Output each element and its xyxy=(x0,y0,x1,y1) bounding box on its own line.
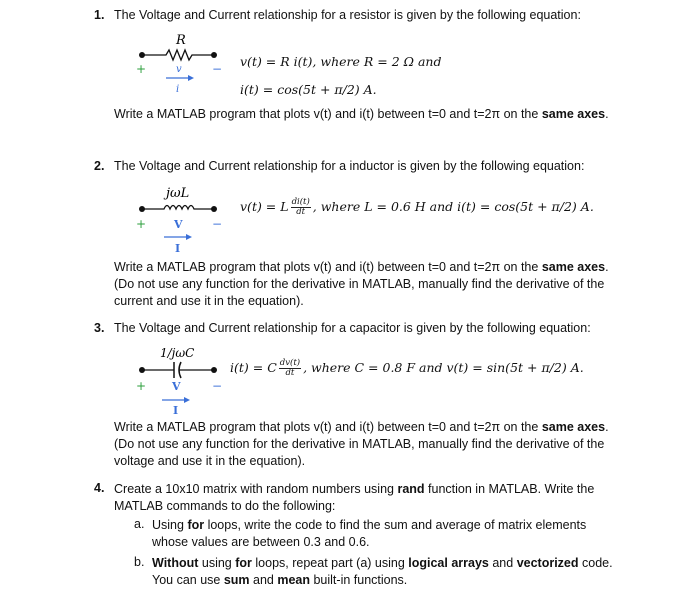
q4b-label: b. xyxy=(134,555,145,569)
q3-fraction-denominator: dt xyxy=(285,368,295,378)
inductor-label: jωL xyxy=(166,186,190,201)
voltage-label: V xyxy=(174,218,183,231)
q1-equation-current: i(t) = cos(5t + π/2) A. xyxy=(240,82,377,97)
inductor-circuit-diagram xyxy=(128,184,228,254)
q1-equation-voltage: v(t) = R i(t), where R = 2 Ω and xyxy=(240,54,442,69)
voltage-label: V xyxy=(172,380,181,393)
capacitor-circuit-diagram xyxy=(128,344,228,416)
plus-sign: + xyxy=(136,62,147,76)
q4b-bold-without: Without xyxy=(152,556,199,570)
resistor-label: R xyxy=(176,33,186,48)
q3-task-line2: (Do not use any function for the derivative in MATLAB, manually find the derivative of the xyxy=(114,437,605,451)
q4-intro xyxy=(114,481,594,515)
q3-equation-lhs: i(t) = C xyxy=(230,360,277,375)
current-arrow-head xyxy=(188,75,194,81)
q3-task-line1: Write a MATLAB program that plots v(t) and i(t) between t=0 and t=2π on the xyxy=(114,420,542,434)
q3-equation-rhs: , where C = 0.8 F and v(t) = sin(5t + π/2) A. xyxy=(303,360,584,375)
q2-heading: The Voltage and Current relationship for a inductor is given by the following equation: xyxy=(114,159,585,173)
q4-line2: MATLAB commands to do the following: xyxy=(114,499,336,513)
voltage-label: v xyxy=(176,64,182,75)
q3-fraction-numerator: dv(t) xyxy=(279,358,301,368)
q1-number: 1. xyxy=(94,8,105,22)
q4b-bold-sum: sum xyxy=(223,573,250,587)
q4b-text-and: and xyxy=(488,556,517,570)
q2-task-line2: (Do not use any function for the derivative in MATLAB, manually find the derivative of the xyxy=(114,277,605,291)
q2-task-bold: same axes xyxy=(541,260,606,274)
q2-task-line1: Write a MATLAB program that plots v(t) and i(t) between t=0 and t=2π on the xyxy=(114,260,542,274)
current-label: i xyxy=(176,84,180,94)
q3-equation xyxy=(230,359,584,378)
minus-sign: − xyxy=(212,379,223,393)
q3-task-line3: voltage and use it in the equation). xyxy=(114,454,306,468)
q4b-line2: You can use xyxy=(152,573,224,587)
capacitor-label: 1/jωC xyxy=(160,346,195,360)
q4a-line1: Using xyxy=(152,518,188,532)
minus-sign: − xyxy=(212,217,223,231)
q2-number: 2. xyxy=(94,159,105,173)
q3-number: 3. xyxy=(94,321,105,335)
q4-line1-end: function in MATLAB. Write the xyxy=(424,482,595,496)
q4b-bold-logical: logical arrays xyxy=(408,556,489,570)
q4a-line1-end: loops, write the code to find the sum and average of matrix elements xyxy=(204,518,587,532)
q4a-line1-bold: for xyxy=(187,518,205,532)
q4-line1-bold: rand xyxy=(397,482,425,496)
q4b-line2-and: and xyxy=(249,573,278,587)
q4-line1: Create a 10x10 matrix with random numbers using xyxy=(114,482,398,496)
q2-task xyxy=(114,259,609,310)
q1-task-bold: same axes xyxy=(541,107,606,121)
q4b-bold-mean: mean xyxy=(277,573,310,587)
inductor-symbol xyxy=(142,206,214,210)
q2-fraction-numerator: di(t) xyxy=(291,197,310,207)
q4b-text-using: using xyxy=(198,556,236,570)
q2-fraction-denominator: dt xyxy=(296,207,306,217)
q4b-bold-for: for xyxy=(235,556,252,570)
q4a-line2: whose values are between 0.3 and 0.6. xyxy=(152,535,370,549)
current-arrow-head xyxy=(186,234,192,240)
q3-derivative-fraction xyxy=(279,359,301,378)
q1-task-end: . xyxy=(605,107,609,121)
q4b-text-code: code. xyxy=(578,556,613,570)
q4b-text xyxy=(152,555,613,589)
q3-heading: The Voltage and Current relationship for a capacitor is given by the following equation: xyxy=(114,321,591,335)
q2-derivative-fraction xyxy=(291,198,311,217)
q4b-line2-end: built-in functions. xyxy=(310,573,408,587)
q3-task xyxy=(114,419,609,470)
q3-task-bold: same axes xyxy=(541,420,606,434)
q2-task-line1-end: . xyxy=(605,260,609,274)
q4-number: 4. xyxy=(94,481,105,495)
plus-sign: + xyxy=(136,217,147,231)
q1-task-text: Write a MATLAB program that plots v(t) and i(t) between t=0 and t=2π on the xyxy=(114,107,542,121)
minus-sign: − xyxy=(212,62,223,76)
q4a-label: a. xyxy=(134,517,145,531)
q4a-text xyxy=(152,517,586,551)
q1-heading: The Voltage and Current relationship for a resistor is given by the following equation: xyxy=(114,8,581,22)
resistor-circuit-diagram xyxy=(128,32,228,94)
q4b-text-repeat: loops, repeat part (a) using xyxy=(251,556,409,570)
current-label: I xyxy=(173,404,179,416)
q2-task-line3: current and use it in the equation). xyxy=(114,294,304,308)
q2-equation xyxy=(240,198,594,217)
current-arrow-head xyxy=(184,397,190,403)
q3-task-line1-end: . xyxy=(605,420,609,434)
q2-equation-rhs: , where L = 0.6 H and i(t) = cos(5t + π/2) A. xyxy=(312,199,594,214)
plus-sign: + xyxy=(136,379,147,393)
current-label: I xyxy=(175,242,181,254)
q2-equation-lhs: v(t) = L xyxy=(240,199,289,214)
q1-task xyxy=(114,106,609,123)
q4b-bold-vectorized: vectorized xyxy=(516,556,579,570)
resistor-symbol xyxy=(142,50,214,60)
